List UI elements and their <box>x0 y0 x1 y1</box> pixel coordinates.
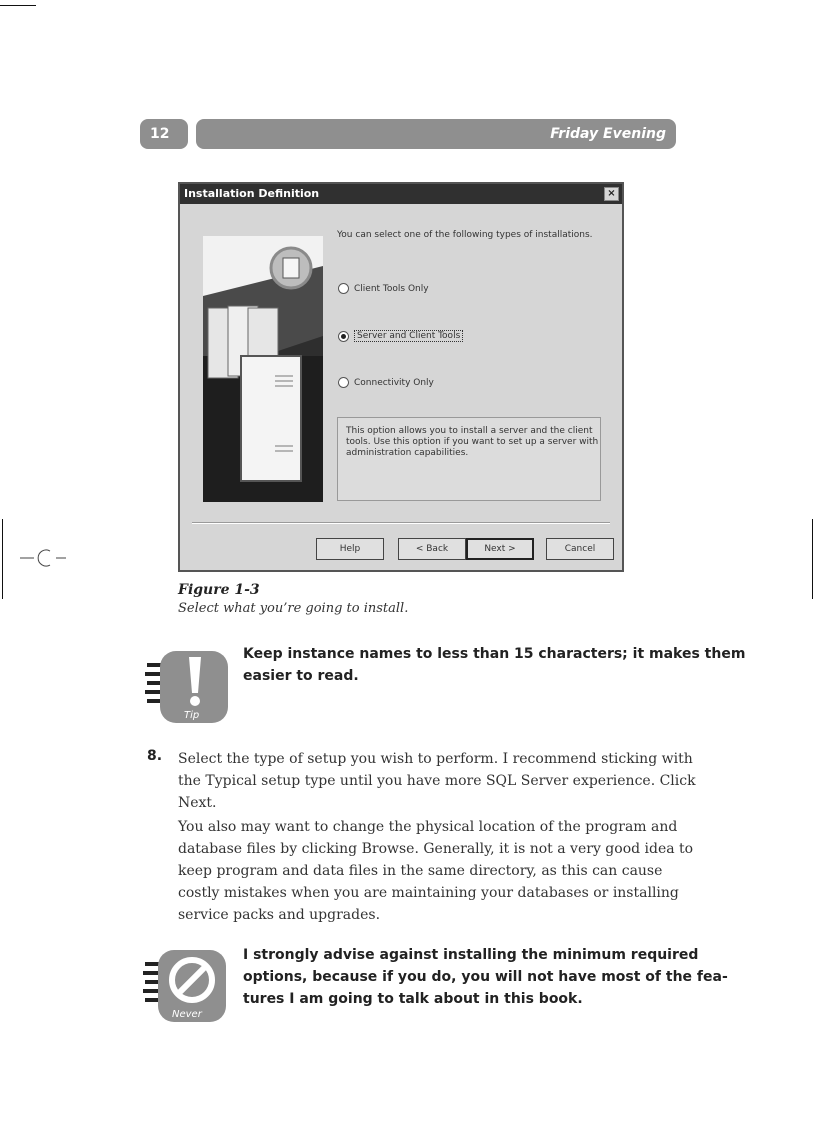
radio-server-and-client-tools[interactable] <box>338 330 463 342</box>
figure-label: Figure 1-3 <box>178 582 260 598</box>
page-number: 12 <box>140 119 188 149</box>
never-text <box>243 944 728 1010</box>
step-line: Next. <box>178 795 217 811</box>
figure-caption: Select what you’re going to install. <box>178 601 409 616</box>
server-illustration <box>203 236 323 502</box>
option-label: Client Tools Only <box>354 283 429 294</box>
help-button[interactable]: Help <box>316 538 384 560</box>
never-badge-label: Never <box>172 1009 202 1020</box>
registration-mark <box>20 548 70 568</box>
cancel-button[interactable]: Cancel <box>546 538 614 560</box>
installation-definition-dialog <box>178 182 624 572</box>
dialog-title: Installation Definition <box>184 187 320 200</box>
back-button[interactable]: < Back <box>398 538 466 560</box>
option-label: Server and Client Tools <box>354 330 463 342</box>
tip-line: easier to read. <box>243 668 359 684</box>
radio-selected-icon[interactable] <box>338 331 349 342</box>
option-description-box <box>337 417 601 501</box>
never-line: tures I am going to talk about in this book. <box>243 991 583 1007</box>
radio-connectivity-only[interactable] <box>338 377 434 388</box>
radio-client-tools-only[interactable] <box>338 283 429 294</box>
tip-badge-label: Tip <box>184 710 200 721</box>
description-line: administration capabilities. <box>346 448 469 458</box>
paragraph-line: keep program and data files in the same directory, as this can cause <box>178 863 663 879</box>
option-label: Connectivity Only <box>354 377 434 388</box>
step-line: the Typical setup type until you have more SQL Server experience. Click <box>178 773 696 789</box>
never-line: options, because if you do, you will not have most of the fea- <box>243 969 728 985</box>
radio-icon[interactable] <box>338 283 349 294</box>
paragraph-line: service packs and upgrades. <box>178 907 381 923</box>
description-line: tools. Use this option if you want to set up a server with <box>346 437 599 447</box>
never-line: I strongly advise against installing the minimum required <box>243 947 699 963</box>
radio-icon[interactable] <box>338 377 349 388</box>
crop-mark <box>0 5 36 6</box>
step-line: Select the type of setup you wish to perform. I recommend sticking with <box>178 751 693 767</box>
tip-text <box>243 643 745 687</box>
description-line: This option allows you to install a server and the client <box>346 426 593 436</box>
next-button[interactable]: Next > <box>466 538 534 560</box>
running-header <box>196 119 676 149</box>
dialog-intro-text: You can select one of the following types of installations. <box>337 230 593 240</box>
tip-line: Keep instance names to less than 15 characters; it makes them <box>243 646 746 662</box>
running-title: Friday Evening <box>550 126 666 142</box>
paragraph-line: costly mistakes when you are maintaining your databases or installing <box>178 885 679 901</box>
tip-icon <box>142 645 228 725</box>
paragraph-line: database files by clicking Browse. Generally, it is not a very good idea to <box>178 841 694 857</box>
close-icon[interactable]: × <box>604 187 619 201</box>
body-paragraph <box>178 816 694 926</box>
step-text <box>178 748 696 814</box>
crop-mark <box>2 519 3 599</box>
paragraph-line: You also may want to change the physical location of the program and <box>178 819 678 835</box>
dialog-title-bar <box>180 184 622 204</box>
never-icon <box>142 944 228 1024</box>
crop-mark <box>812 519 813 599</box>
dialog-separator <box>192 522 610 524</box>
step-number: 8. <box>147 748 163 764</box>
